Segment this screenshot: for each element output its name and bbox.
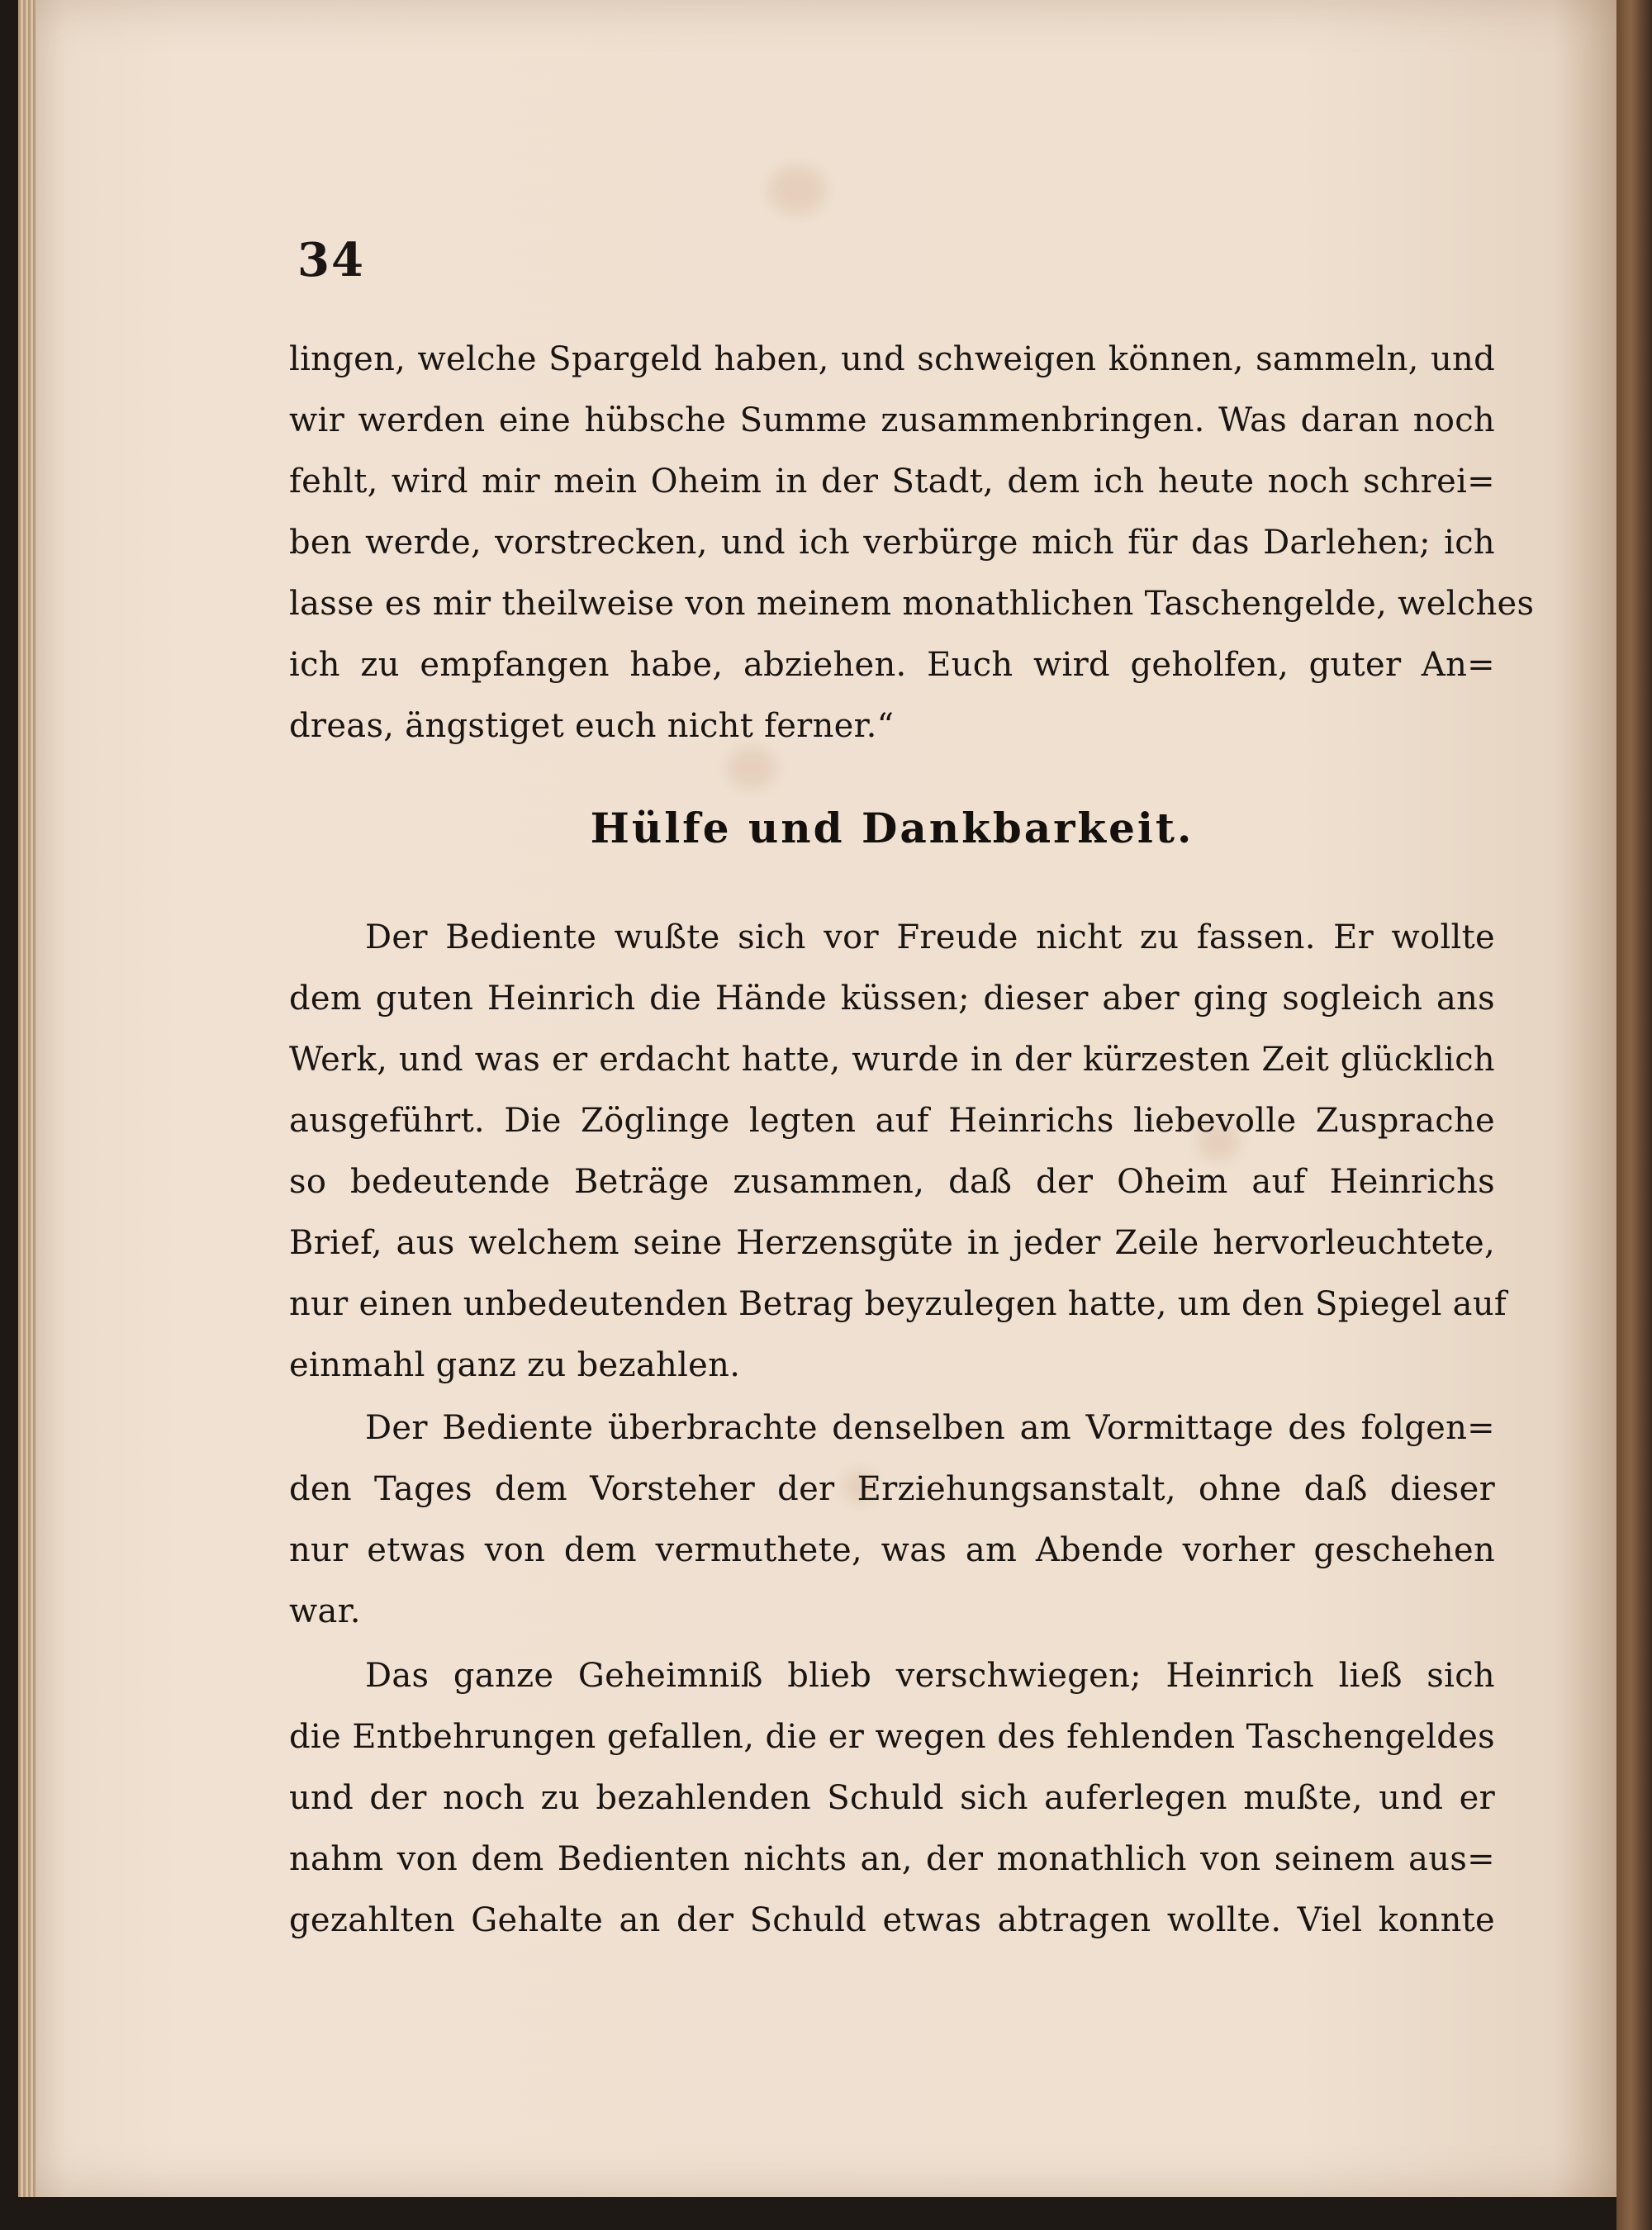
paragraph-1 xyxy=(289,907,1507,1396)
text-line: nahm von dem Bedienten nichts an, der monathlich von seinem aus= xyxy=(289,1840,1495,1878)
text-line: und der noch zu bezahlenden Schuld sich auferlegen mußte, und er xyxy=(289,1779,1495,1817)
text-line: war. xyxy=(289,1592,361,1630)
text-line: Das ganze Geheimniß blieb verschwiegen; Heinrich ließ sich xyxy=(365,1657,1495,1695)
top-paragraph xyxy=(289,329,1535,757)
text-line: den Tages dem Vorsteher der Erziehungsanstalt, ohne daß dieser xyxy=(289,1470,1495,1508)
text-line: einmahl ganz zu bezahlen. xyxy=(289,1346,741,1384)
text-line: nur einen unbedeutenden Betrag beyzulegen hatte, um den Spiegel auf xyxy=(289,1285,1507,1323)
text-line: die Entbehrungen gefallen, die er wegen des fehlenden Taschengeldes xyxy=(289,1718,1495,1756)
text-line: Werk, und was er erdacht hatte, wurde in der kürzesten Zeit glücklich xyxy=(289,1041,1495,1079)
text-line: ausgeführt. Die Zöglinge legten auf Heinrichs liebevolle Zusprache xyxy=(289,1102,1495,1140)
text-line: lingen, welche Spargeld haben, und schweigen können, sammeln, und xyxy=(289,340,1495,378)
text-line: ich zu empfangen habe, abziehen. Euch wird geholfen, guter An= xyxy=(289,646,1495,684)
text-line: Brief, aus welchem seine Herzensgüte in jeder Zeile hervorleuchtete, xyxy=(289,1224,1495,1262)
text-line: dreas, ängstiget euch nicht ferner.“ xyxy=(289,707,895,745)
paragraph-3 xyxy=(289,1645,1495,1951)
book-binding-edge-right xyxy=(1616,0,1652,2230)
text-line: fehlt, wird mir mein Oheim in der Stadt, dem ich heute noch schrei= xyxy=(289,463,1495,501)
text-line: lasse es mir theilweise von meinem monathlichen Taschengelde, welches xyxy=(289,585,1535,623)
text-line: so bedeutende Beträge zusammen, daß der Oheim auf Heinrichs xyxy=(289,1163,1495,1201)
page-number: 34 xyxy=(297,233,365,287)
text-line: dem guten Heinrich die Hände küssen; dieser aber ging sogleich ans xyxy=(289,980,1495,1018)
text-line: gezahlten Gehalte an der Schuld etwas abtragen wollte. Viel konnte xyxy=(289,1901,1495,1939)
text-line: wir werden eine hübsche Summe zusammenbringen. Was daran noch xyxy=(289,401,1495,439)
section-heading: Hülfe und Dankbarkeit. xyxy=(590,804,1194,852)
text-line: Der Bediente überbrachte denselben am Vormittage des folgen= xyxy=(365,1409,1495,1447)
text-line: ben werde, vorstrecken, und ich verbürge mich für das Darlehen; ich xyxy=(289,524,1495,562)
page-stack-edge-left xyxy=(18,0,36,2197)
paragraph-2 xyxy=(289,1397,1495,1642)
text-line: Der Bediente wußte sich vor Freude nicht zu fassen. Er wollte xyxy=(365,918,1495,956)
text-line: nur etwas von dem vermuthete, was am Abende vorher geschehen xyxy=(289,1531,1495,1569)
